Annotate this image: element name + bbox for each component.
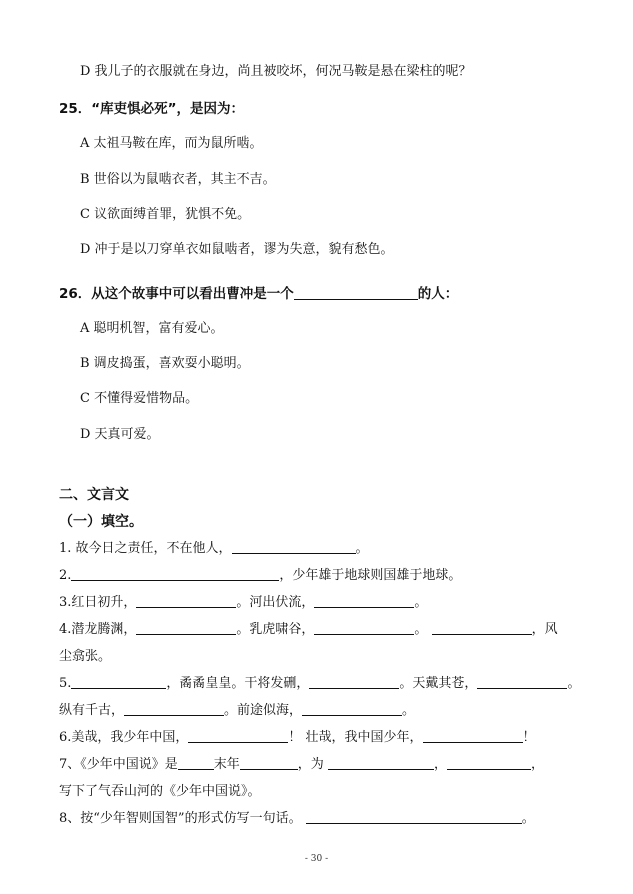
q25-option-d: D 冲于是以刀穿单衣如鼠啮者，谬为失意，貌有愁色。 [80,242,394,257]
fill-5c-text-a: 纵有千古， [59,703,125,718]
fill-line-6 [59,729,536,747]
fill-5-blank-3[interactable] [477,676,567,689]
q26-answer-blank[interactable] [294,287,418,300]
fill-5-blank-1[interactable] [71,676,166,689]
fill-5-end: 。 [567,676,581,691]
fill-7-blank-4[interactable] [447,757,531,770]
fill-6-text-a: 6.美哉，我少年中国， [59,730,189,745]
fill-7-blank-1[interactable] [178,757,214,770]
section-subtitle: （一）填空。 [59,514,143,530]
fill-3-blank-2[interactable] [314,595,414,608]
fill-5-text-c: 。天戴其苍， [399,676,478,691]
fill-4-text-a: 4.潜龙腾渊， [59,622,137,637]
fill-4-text-b: 。乳虎啸谷， [236,622,315,637]
fill-line-7 [59,756,544,774]
fill-7-text-b: 末年 [213,757,240,772]
fill-line-7-cont: 写下了气吞山河的《少年中国说》。 [59,784,261,799]
fill-line-2 [59,567,461,585]
q25-option-b: B 世俗以为鼠啮衣者，其主不吉。 [80,172,276,187]
fill-6-blank-2[interactable] [423,730,523,743]
fill-7-blank-3[interactable] [328,757,434,770]
fill-3-text-a: 3.红日初升， [59,595,137,610]
q26-option-d: D 天真可爱。 [80,427,160,442]
fill-5c-end: 。 [402,703,416,718]
fill-1-end: 。 [355,541,369,556]
fill-8-text: 8、按“少年智则国智”的形式仿写一句话。 [59,811,302,826]
fill-3-blank-1[interactable] [136,595,236,608]
fill-4-blank-2[interactable] [314,622,414,635]
section-title: 二、文言文 [59,487,129,503]
fill-line-4 [59,621,558,639]
q26-option-a: A 聪明机智，富有爱心。 [80,321,224,336]
fill-8-end: 。 [521,811,535,826]
q24-option-d: D 我儿子的衣服就在身边，尚且被咬坏，何况马鞍是悬在梁柱的呢？ [80,64,472,79]
fill-2-blank[interactable] [71,568,279,581]
fill-2-text: ，少年雄于地球则国雄于地球。 [279,568,462,583]
fill-3-end: 。 [414,595,428,610]
q26-option-b: B 调皮捣蛋，喜欢耍小聪明。 [80,356,250,371]
fill-5-blank-2[interactable] [309,676,399,689]
fill-5-text-b: ，矞矞皇皇。干将发硎， [166,676,310,691]
fill-8-blank[interactable] [306,811,522,824]
fill-1-text: 1. 故今日之责任，不在他人， [59,541,232,556]
fill-line-5-cont [59,702,415,720]
fill-2-num: 2. [59,568,72,583]
fill-3-text-b: 。河出伏流， [236,595,315,610]
fill-5-num: 5. [59,676,72,691]
page-number: - 30 - [304,854,329,864]
fill-7-end: ， [530,757,544,772]
fill-4-text-c: 。 [414,622,428,637]
fill-line-3 [59,594,427,612]
q25-option-a: A 太祖马鞍在库，而为鼠所啮。 [80,136,263,151]
fill-7-text-c: ，为 [297,757,324,772]
fill-line-5 [59,675,580,693]
q25-option-c: C 议欲面缚首罪，犹惧不免。 [80,207,251,222]
fill-6-blank-1[interactable] [188,730,288,743]
fill-7-text-d: ， [433,757,447,772]
fill-line-8 [59,810,535,828]
fill-5c-blank-1[interactable] [124,703,224,716]
fill-7-text-a: 7、《少年中国说》是 [59,757,178,772]
q25-question: 25．“库吏惧必死”，是因为： [59,101,245,117]
fill-4-text-d: ，风 [531,622,558,637]
fill-6-end: ！ [522,730,536,745]
fill-4-blank-1[interactable] [136,622,236,635]
q26-question-text: 26．从这个故事中可以看出曹冲是一个 [59,286,294,302]
fill-4-blank-3[interactable] [432,622,532,635]
fill-1-blank[interactable] [232,541,356,554]
q26-option-c: C 不懂得爱惜物品。 [80,391,199,406]
fill-5c-blank-2[interactable] [302,703,402,716]
q26-question [59,285,458,303]
fill-line-1 [59,540,369,558]
fill-6-text-b: ！ 壮哉，我中国少年， [288,730,423,745]
fill-5c-text-b: 。前途似海， [224,703,303,718]
fill-7-blank-2[interactable] [240,757,298,770]
fill-line-4-cont: 尘翕张。 [59,649,112,664]
q26-question-suffix: 的人： [417,286,459,302]
